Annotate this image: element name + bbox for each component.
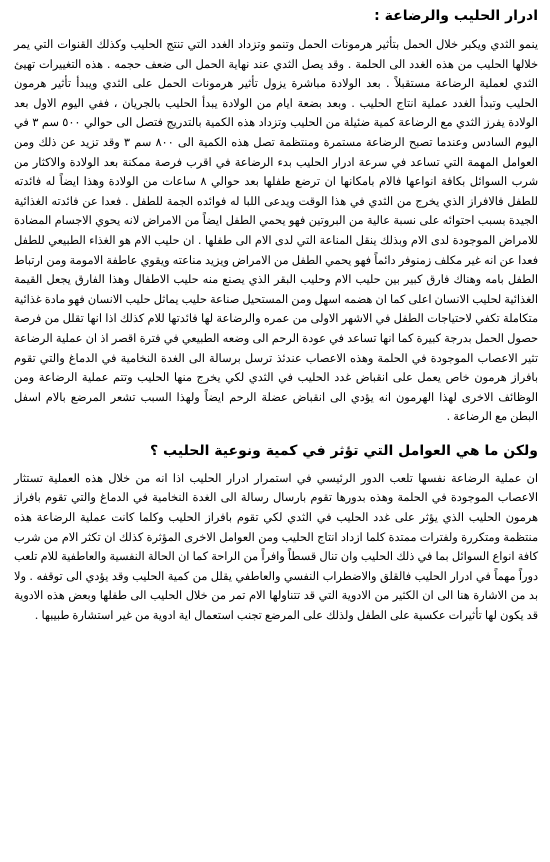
paragraph-milk-production: ينمو الثدي ويكبر خلال الحمل بتأثير هرمونات الحمل وتنمو وتزداد الغدد التي تنتج الحليب وكذلك القنوات التي يمر خلالها الحليب من هذه الغدد الى الحلمة . وقد يصل الثدي عند نهاية الحمل الى ضعف حجمه . هذه التغييرات تهيئ الثدي لعملية الرضاعة مستقبلاً . بعد الولادة مباشرة يزول تأثير هرمونات الحمل على الثدي ويبدأ تأثير هرمون الحليب وتبدأ الغدد عملية انتاج الحليب . وبعد بضعة ايام من الولادة يبدأ الحليب بالجريان ، ففي اليوم الاول بعد الولادة يفرز الثدي مع الرضاعة كمية ضئيلة من الحليب وتزداد هذه الكمية بالتدريج فتصل الى حوالي ٥٠٠ سم ٣ في اليوم السادس وعندما تصبح الرضاعة مستمرة ومنتظمة تصل هذه الكمية الى ٨٠٠ سم ٣ وقد تزيد عن ذلك ومن العوامل المهمة التي تساعد في سرعة ادرار الحليب بدء الرضاعة في اقرب فرصة ممكنة بعد الولادة والاكثار من شرب السوائل بكافة انواعها فالام بامكانها ان ترضع طفلها بعد حوالي ٨ ساعات من الولادة وهذا ايضاً له فائدته للطفل فالافراز الذي يخرج من الثدي في هذا الوقت ويدعى اللبا له فوائده الجمة للطفل . فعدا عن فائدته الغذائية الجيدة بسبب احتوائه على نسبة عالية من البروتين فهو يحمي الطفل ايضاً من الامراض لانه يحوي الاجسام المضادة للامراض الموجودة لدى الام وبذلك ينقل المناعة التي لدى الام الى طفلها . ان حليب الام هو الغذاء الطبيعي للطفل فعدا عن انه غير مكلف زمنوفر دائماً فهو يحمي الطفل من الامراض ويزيد مناعته ويقوي عاطفة الامومة ومن ارتباط الطفل بامه وهناك فارق كبير بين حليب الام وحليب البقر الذي يصنع منه حليب الاطفال وهذا الفارق يجعل القيمة الغذائية لحليب الانسان اعلى كما ان هضمه اسهل ومن المستحيل صناعة حليب يماثل حليب الانسان فهو مادة غذائية متكاملة تكفي لاحتياجات الطفل في الاشهر الاولى من عمره والرضاعة لها فائدتها للام كذلك اذا انها تقلل من فرصة حصول الحمل بدرجة كبيرة كما انها تساعد في عودة الرحم الى وضعه الطبيعي في فترة اقصر اذ ان عملية الرضاعة تثير الاعصاب الموجودة في الحلمة وهذه الاعصاب عندئذ ترسل برسالة الى الغدة النخامية في الدماغ والتي تقوم بافراز هرمون خاص يعمل على انقباض غدد الحليب في الثدي لكي يخرج منها الحليب وتتم عملية الرضاعة ومن الوظائف الاخرى لهذا الهرمون انه يؤدي الى انقباض عضلة الرحم ايضاً ولهذا السبب تشعر المرضع بالام اسفل البطن مع الرضاعة . (14, 38, 539, 424)
paragraph-milk-factors: ان عملية الرضاعة نفسها تلعب الدور الرئيسي في استمرار ادرار الحليب اذا انه من خلال هذه العملية تستثار الاعصاب الموجودة في الحلمة وهذه بدورها تقوم بارسال رسالة الى الغدة النخامية في الدماغ والتي تقوم بافراز هرمون الحليب الذي يؤثر على غدد الحليب في الثدي لكي تقوم بافراز الحليب وكلما كانت عملية الرضاعة هذه منتظمة ومتكررة ولفترات ممتدة كلما ازداد انتاج الحليب ومن العوامل الاخرى المؤثرة كذلك ان تكثر الام من شرب كافة انواع السوائل بما في ذلك الحليب وان تنال قسطاً وافراً من الراحة كما ان الحالة النفسية والعاطفية للام تلعب دوراً مهماً في ادرار الحليب فالقلق والاضطراب النفسي والعاطفي يقلل من كمية الحليب وقد يؤدي الى توقفه . ولا بد من الاشارة هنا الى ان الكثير من الادوية التي قد تتناولها الام تمر من خلال الحليب الى طفلها وبعض هذه الادوية قد يكون لها تأثيرات عكسية على الطفل ولذلك على المرضع تجنب استعمال اية ادوية من غير استشارة طبيبها . (14, 471, 538, 623)
section-heading-milk-production: ادرار الحليب والرضاعة : (374, 8, 538, 24)
section-heading-milk-factors: ولكن ما هي العوامل التي تؤثر في كمية ونوعية الحليب ؟ (150, 442, 538, 459)
